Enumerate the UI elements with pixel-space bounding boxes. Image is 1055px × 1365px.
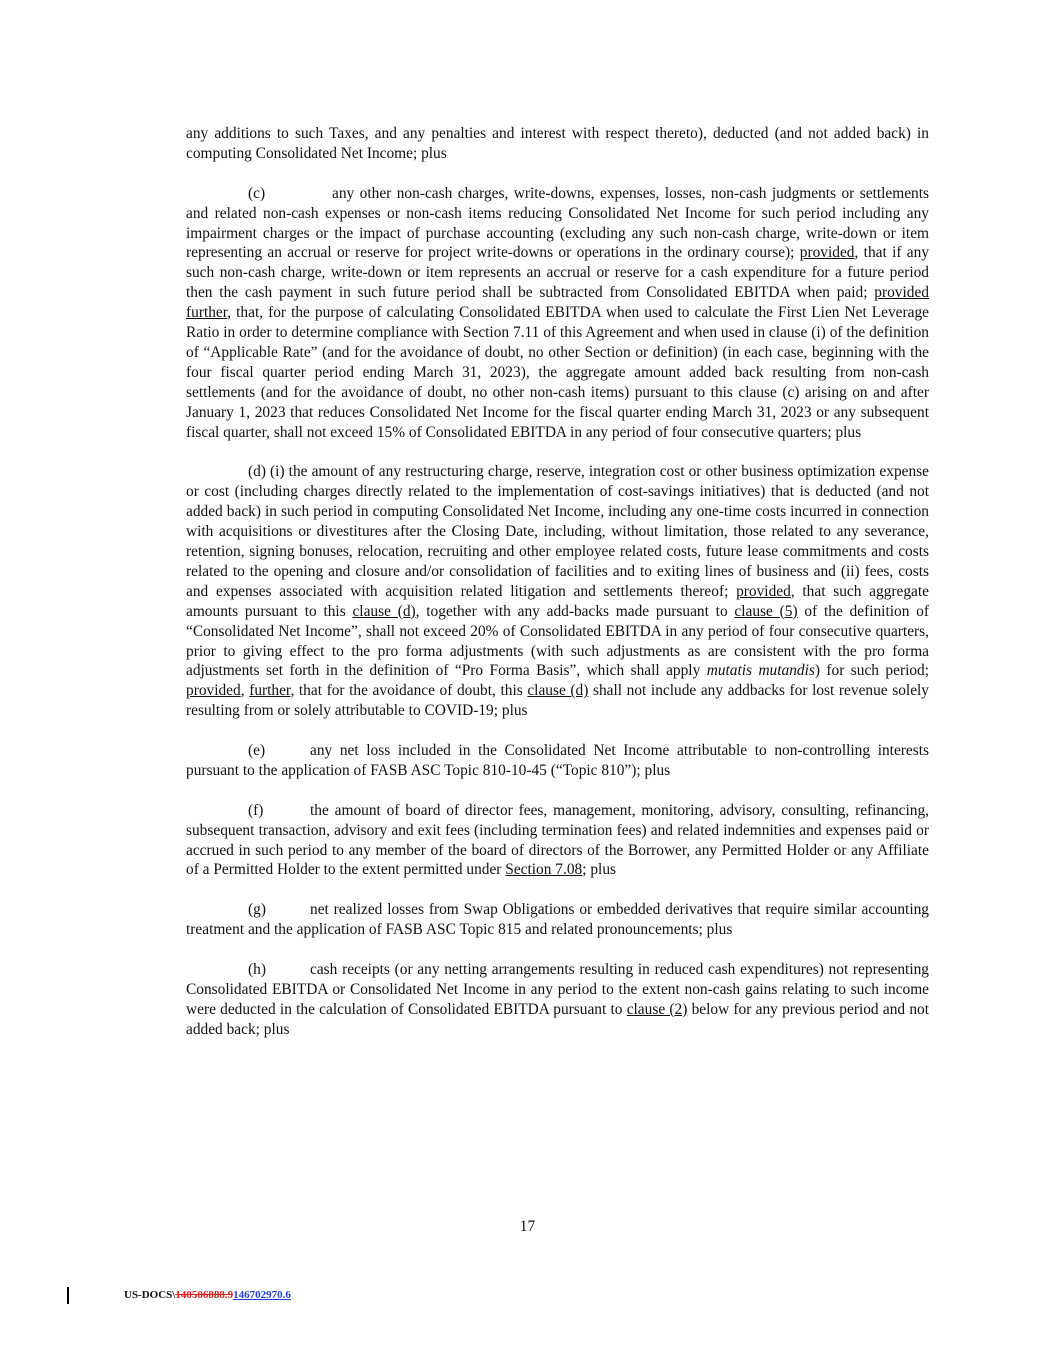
document-id-inserted: 146702970.6: [233, 1289, 291, 1301]
document-body: [186, 124, 929, 1059]
paragraph-f-text: the amount of board of director fees, management, monitoring, advisory, consulting, refinancing, subsequent transaction, advisory and exit fees (including termination fees) and related indemnities and expenses paid or accrued in such period to any member of the board of directors of the Borrower, any Permitted Holder or any Affiliate of a Permitted Holder to the extent permitted under: [186, 801, 929, 879]
paragraph-d-text: (d) (i) the amount of any restructuring charge, reserve, integration cost or other business optimization expense or cost (including charges directly related to the implementation of cost-savings initiatives) that is deducted (and not added back) in such period in computing Consolidated Net Income, including any one-time costs incurred in connection with acquisitions or divestitures after the Closing Date, including, without limitation, those related to any severance, retention, signing bonuses, relocation, recruiting and other employee related costs, future lease commitments and costs related to the opening and closure and/or consolidation of facilities and to exiting lines of business and (ii) fees, costs and expenses associated with acquisition related litigation and settlements thereof;: [186, 463, 929, 600]
clause-label-c: (c): [248, 184, 266, 202]
cross-reference-clause-2: clause (2): [626, 1000, 688, 1018]
term-further: further: [186, 304, 228, 322]
cross-reference-clause-5: clause (5): [734, 602, 798, 620]
clause-label-g: (g): [248, 901, 266, 919]
paragraph-c: [186, 184, 929, 443]
paragraph-d-text: ) for such period;: [814, 662, 930, 680]
term-mutatis-mutandis: mutatis mutandis: [706, 662, 815, 680]
paragraph-h: [186, 960, 929, 1040]
document-id-footer: [124, 1289, 291, 1301]
paragraph-d-text: , that such aggregate amounts pursuant to this: [186, 582, 929, 620]
paragraph-h-text: cash receipts (or any netting arrangements resulting in reduced cash expenditures) not representing Consolidated EBITDA or Consolidated Net Income in any period to the extent non-cash gains relating to such income were deducted in the calculation of Consolidated EBITDA pursuant to: [186, 960, 929, 1018]
paragraph-g: [186, 900, 929, 940]
clause-label-e: (e): [248, 742, 266, 760]
document-id-prefix: US-DOCS\: [124, 1289, 176, 1301]
paragraph-c-text: , that if any such non-cash charge, write-down or item represents an accrual or reserve for a cash expenditure for a future period then the cash payment in such future period shall be subtracted from Consolidated EBITDA when paid;: [186, 244, 930, 302]
paragraph-d-text: shall not include any addbacks for lost revenue solely resulting from or solely attributable to COVID-19; plus: [186, 682, 929, 720]
paragraph-c-text: any other non-cash charges, write-downs, expenses, losses, non-cash judgments or settlements and related non-cash expenses or non-cash items reducing Consolidated Net Income for such period including any impairment charges or the impact of purchase accounting (excluding any such non-cash charge, write-down or item representing an accrual or reserve for project write-downs or operations in the ordinary course);: [186, 184, 929, 262]
term-provided: provided: [874, 284, 929, 302]
paragraph-d: [186, 462, 929, 721]
clause-label-h: (h): [248, 960, 266, 978]
paragraph-d-text: , together with any add-backs made pursuant to: [415, 602, 735, 620]
paragraph-f-text: ; plus: [582, 861, 616, 879]
paragraph-c-text: , that, for the purpose of calculating Consolidated EBITDA when used to calculate the First Lien Net Leverage Ratio in order to determine compliance with Section 7.11 of this Agreement and when used in clause (i) of the definition of “Applicable Rate” (and for the avoidance of doubt, no other Section or definition) (in each case, beginning with the four fiscal quarter period ending March 31, 2023), the aggregate amount added back resulting from non-cash settlements (and for the avoidance of doubt, no other non-cash items) pursuant to this clause (c) arising on and after January 1, 2023 that reduces Consolidated Net Income for the fiscal quarter ending March 31, 2023 or any subsequent fiscal quarter, shall not exceed 15% of Consolidated EBITDA in any period of four consecutive quarters; plus: [186, 304, 929, 441]
cross-reference-clause-d: clause (d): [527, 682, 589, 700]
clause-label-f: (f): [248, 801, 264, 819]
term-provided: provided: [186, 682, 241, 700]
term-provided: provided: [799, 244, 855, 262]
paragraph-e: [186, 741, 929, 781]
paragraph-g-text: net realized losses from Swap Obligations or embedded derivatives that require similar accounting treatment and the application of FASB ASC Topic 815 and related pronouncements; plus: [186, 901, 929, 939]
paragraph-h-text: below for any previous period and not added back; plus: [186, 1000, 929, 1038]
page-number: 17: [519, 1218, 536, 1235]
term-provided: provided: [736, 582, 791, 600]
paragraph-d-text: ,: [240, 682, 250, 700]
paragraph-d-text: of the definition of “Consolidated Net Income”, shall not exceed 20% of Consolidated EBITDA in any period of four consecutive quarters, prior to giving effect to the pro forma adjustments (with such adjustments as are consistent with the pro forma adjustments set forth in the definition of “Pro Forma Basis”, which shall apply: [186, 602, 929, 680]
paragraph-e-text: any net loss included in the Consolidated Net Income attributable to non-controlling interests pursuant to the application of FASB ASC Topic 810-10-45 (“Topic 810”); plus: [186, 742, 929, 779]
term-further: further: [249, 682, 291, 700]
document-id-deleted: 140506888.9: [175, 1289, 234, 1301]
cross-reference-section-7-08: Section 7.08: [505, 861, 583, 879]
paragraph-d-text: , that for the avoidance of doubt, this: [290, 682, 528, 700]
revision-change-bar: [67, 1287, 69, 1304]
paragraph-intro-text: any additions to such Taxes, and any penalties and interest with respect thereto), deducted (and not added back) in computing Consolidated Net Income; plus: [186, 125, 929, 162]
paragraph-intro: [186, 124, 929, 164]
paragraph-f: [186, 801, 929, 881]
cross-reference-clause-d: clause (d): [352, 602, 416, 620]
